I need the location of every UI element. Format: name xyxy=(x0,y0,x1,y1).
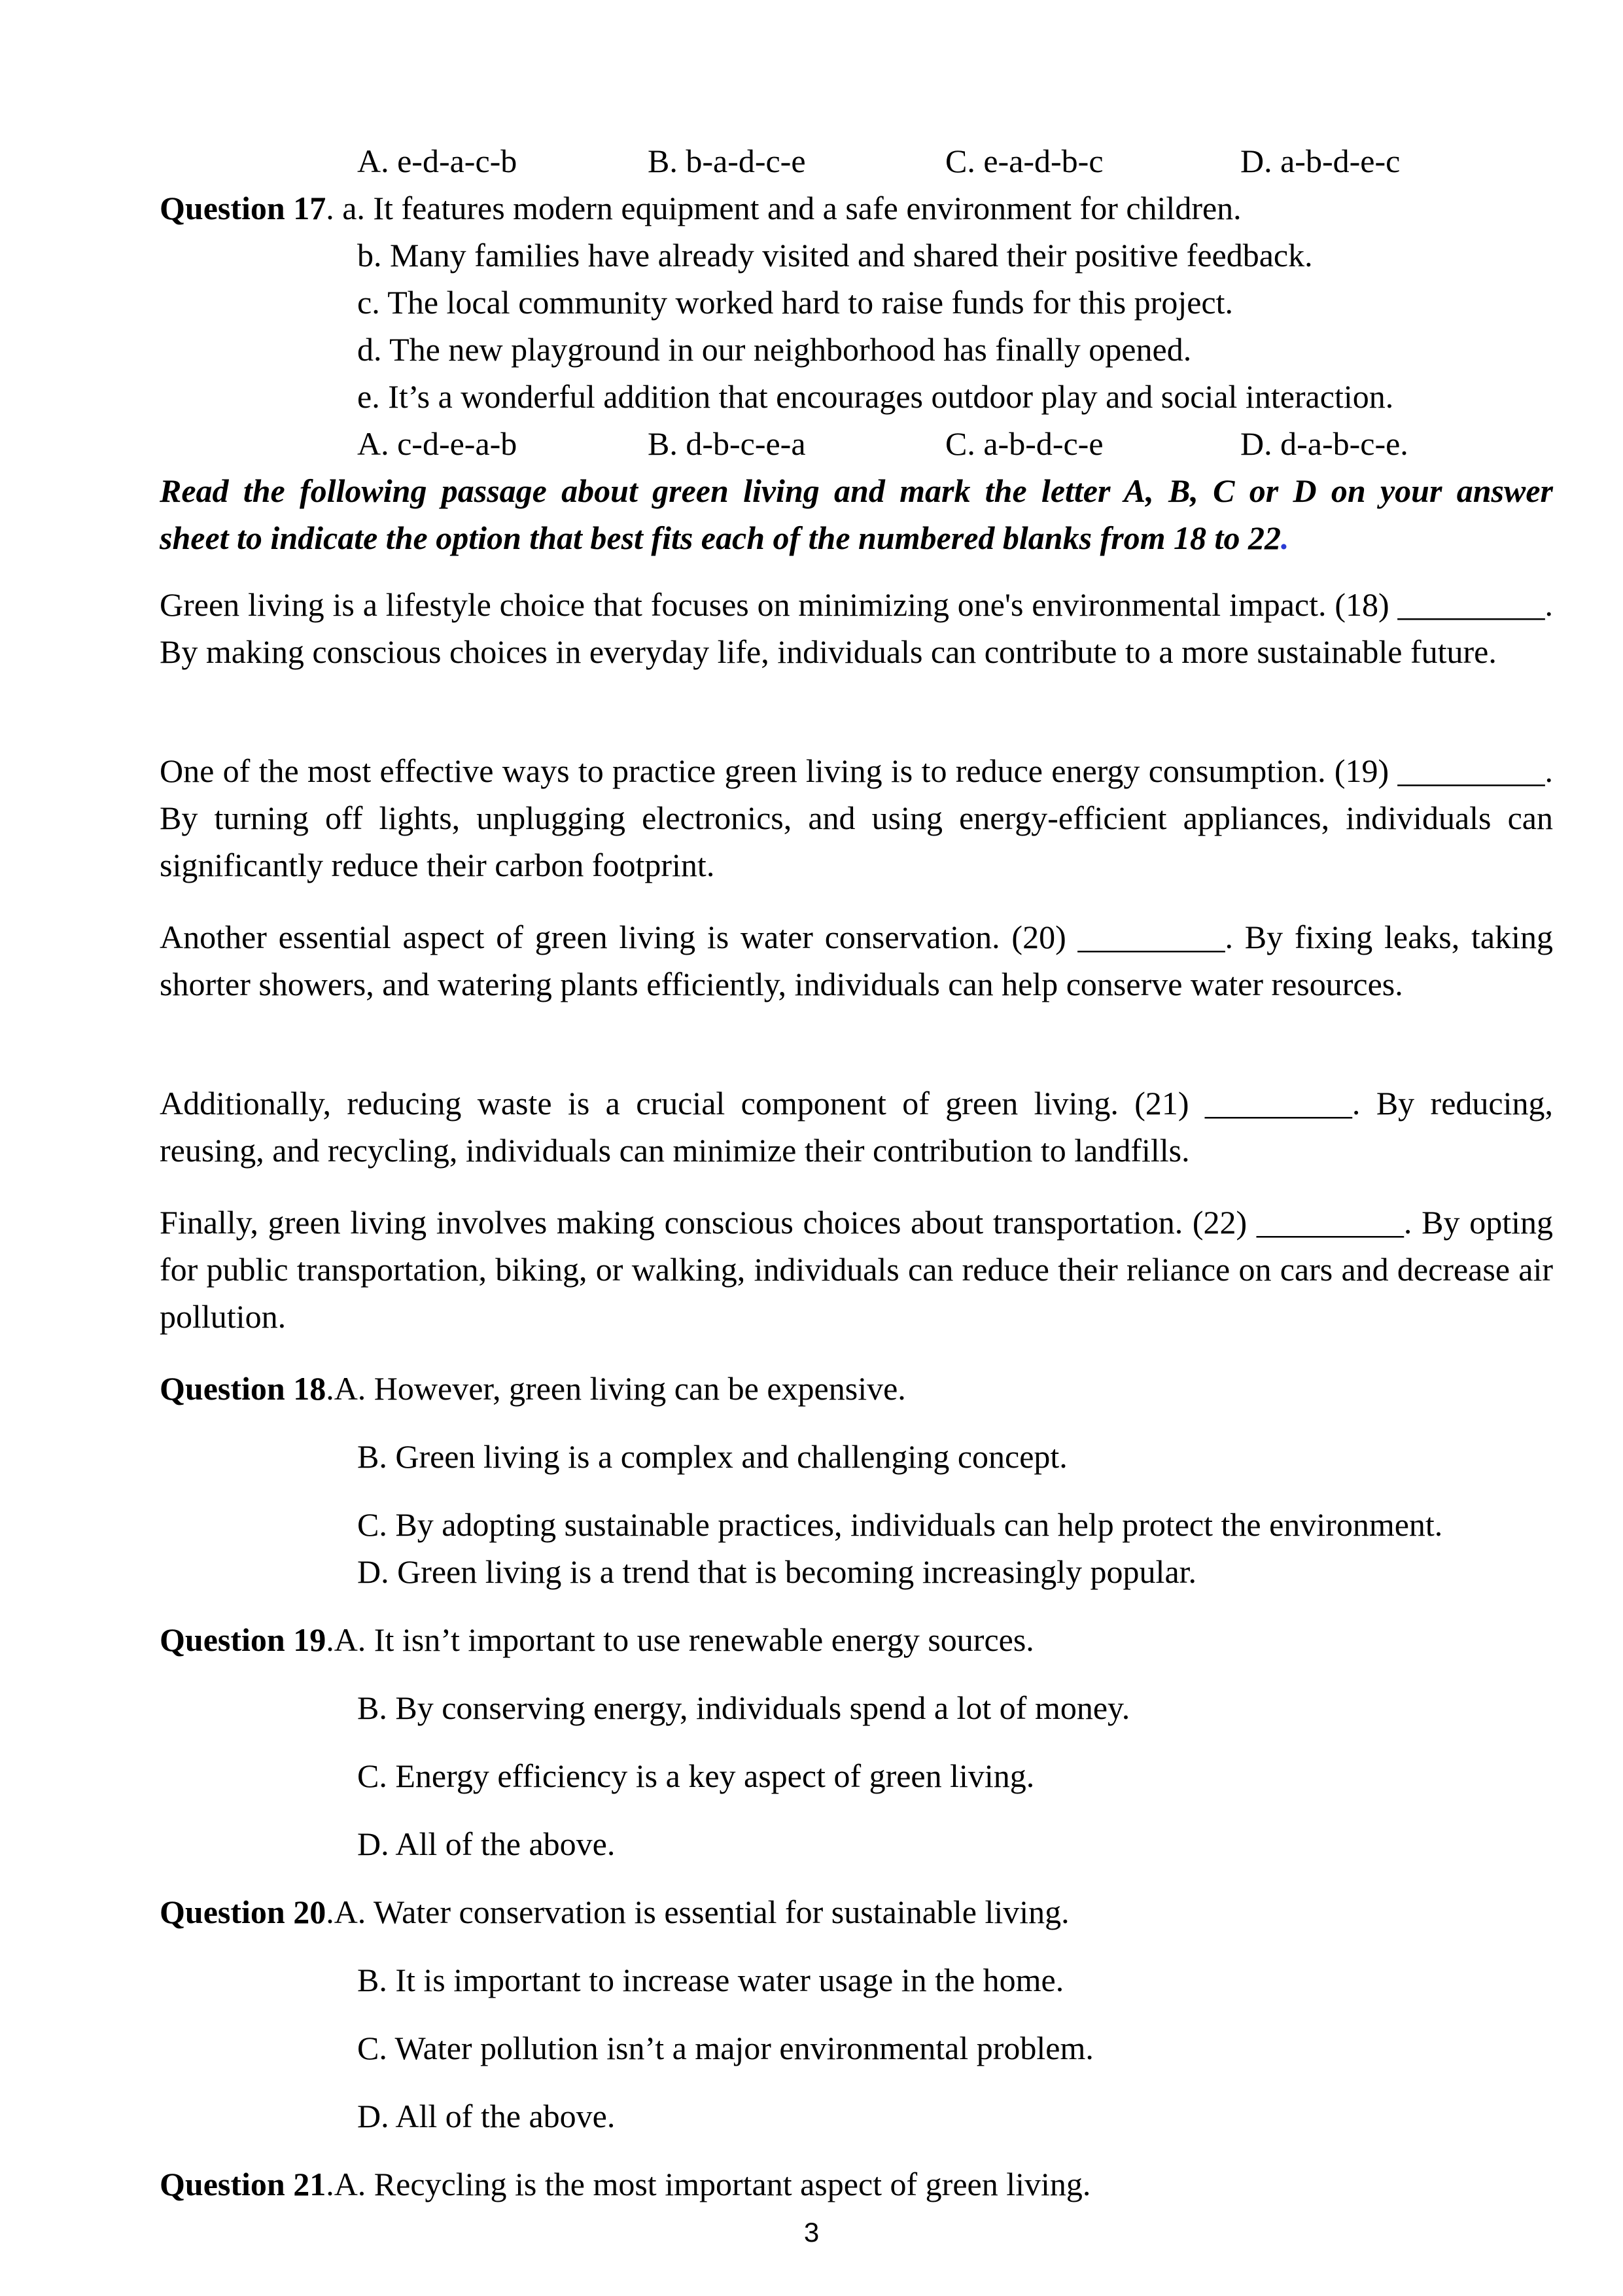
q19-option-d: D. All of the above. xyxy=(357,1826,616,1862)
q17-option-a: A. c-d-e-a-b xyxy=(357,425,517,462)
q20-option-b: B. It is important to increase water usage in the home. xyxy=(357,1962,1064,1998)
q17-first-line xyxy=(160,185,1242,232)
passage-paragraph-5: Finally, green living involves making conscious choices about transportation. (22) _________. By opting for public transportation, biking, or walking, individuals can reduce their reliance on cars and decrease air pollution. xyxy=(160,1204,1553,1335)
q17-option-c: C. a-b-d-c-e xyxy=(945,425,1104,462)
q20-option-a: .A. Water conservation is essential for sustainable living. xyxy=(326,1894,1070,1930)
q20-option-d: D. All of the above. xyxy=(357,2098,616,2134)
q16-option-c: C. e-a-d-b-c xyxy=(945,143,1104,179)
q19-first-line xyxy=(160,1616,1034,1663)
q20-first-line xyxy=(160,1888,1070,1935)
q18-option-d: D. Green living is a trend that is becoming increasingly popular. xyxy=(357,1553,1197,1590)
passage-paragraph-2: One of the most effective ways to practice green living is to reduce energy consumption. (19) _________. By turning off lights, unplugging electronics, and using energy-efficient appliances, individuals can significantly reduce their carbon footprint. xyxy=(160,752,1553,883)
q16-option-b: B. b-a-d-c-e xyxy=(648,143,806,179)
page-number: 3 xyxy=(803,2217,820,2248)
q21-option-a: .A. Recycling is the most important aspect of green living. xyxy=(326,2166,1091,2202)
instruction-line-2 xyxy=(160,514,1289,561)
instruction-dot: . xyxy=(1280,520,1289,556)
q17-label: Question 17 xyxy=(160,190,326,226)
q21-label: Question 21 xyxy=(160,2166,326,2202)
q17-sentence-b: b. Many families have already visited and shared their positive feedback. xyxy=(357,237,1313,274)
q18-label: Question 18 xyxy=(160,1370,326,1407)
instruction-text: sheet to indicate the option that best fits each of the numbered blanks from 18 to 22 xyxy=(160,520,1281,556)
passage-paragraph-1: Green living is a lifestyle choice that focuses on minimizing one's environmental impact. (18) _________. By making conscious choices in everyday life, individuals can contribute to a more sustainable future. xyxy=(160,586,1553,670)
passage-paragraph-3: Another essential aspect of green living is water conservation. (20) _________. By fixing leaks, taking shorter showers, and watering plants efficiently, individuals can help conserve water resources. xyxy=(160,919,1553,1002)
q18-option-c: C. By adopting sustainable practices, individuals can help protect the environment. xyxy=(357,1506,1443,1543)
q19-label: Question 19 xyxy=(160,1621,326,1658)
q20-option-c: C. Water pollution isn’t a major environmental problem. xyxy=(357,2030,1094,2066)
q18-option-b: B. Green living is a complex and challenging concept. xyxy=(357,1438,1068,1475)
q16-option-a: A. e-d-a-c-b xyxy=(357,143,517,179)
q21-first-line xyxy=(160,2161,1091,2208)
q18-option-a: .A. However, green living can be expensive. xyxy=(326,1370,906,1407)
q18-first-line xyxy=(160,1365,906,1412)
q17-option-d: D. d-a-b-c-e. xyxy=(1240,425,1408,462)
q17-sentence-d: d. The new playground in our neighborhood has finally opened. xyxy=(357,331,1192,368)
q20-label: Question 20 xyxy=(160,1894,326,1930)
q19-option-c: C. Energy efficiency is a key aspect of green living. xyxy=(357,1757,1035,1794)
q17-sentence-e: e. It’s a wonderful addition that encourages outdoor play and social interaction. xyxy=(357,378,1394,415)
q19-option-b: B. By conserving energy, individuals spend a lot of money. xyxy=(357,1689,1130,1726)
q17-sentence-c: c. The local community worked hard to raise funds for this project. xyxy=(357,284,1233,321)
instruction-line-1: Read the following passage about green living and mark the letter A, B, C or D on your answer xyxy=(160,472,1553,509)
q16-option-d: D. a-b-d-e-c xyxy=(1240,143,1401,179)
passage-paragraph-4: Additionally, reducing waste is a crucial component of green living. (21) _________. By reducing, reusing, and recycling, individuals can minimize their contribution to landfills. xyxy=(160,1085,1553,1169)
q17-sentence-a: . a. It features modern equipment and a safe environment for children. xyxy=(326,190,1242,226)
q17-option-b: B. d-b-c-e-a xyxy=(648,425,806,462)
q19-option-a: .A. It isn’t important to use renewable energy sources. xyxy=(326,1621,1034,1658)
